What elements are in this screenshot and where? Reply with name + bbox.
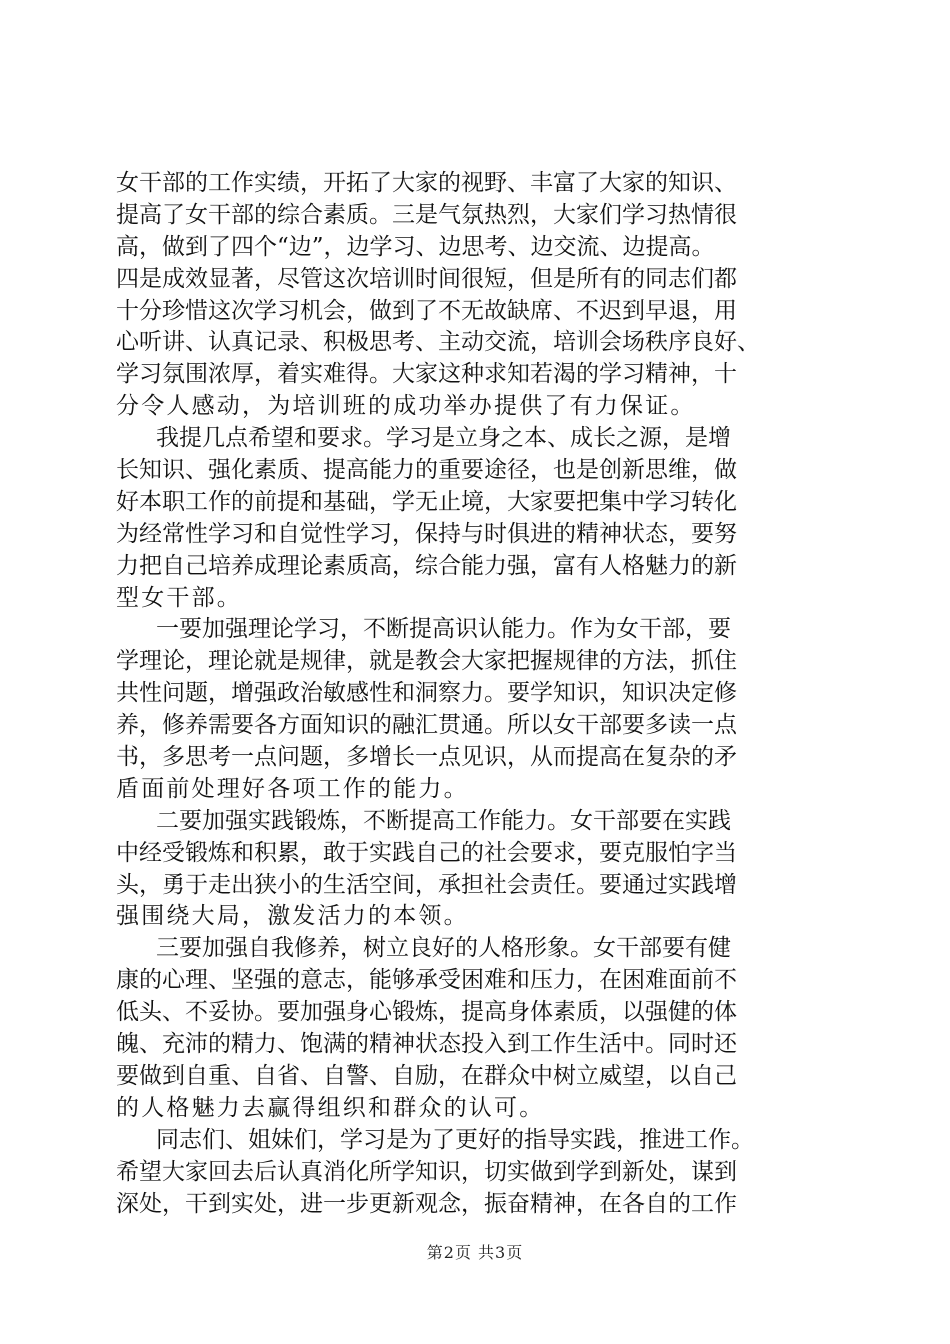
text-line: 一要加强理论学习，不断提高识认能力。作为女干部，要 (156, 616, 731, 643)
text-line: 盾面前处理好各项工作的能力。 (116, 775, 469, 802)
text-line: 力把自己培养成理论素质高，综合能力强，富有人格魅力的新 (116, 552, 737, 579)
text-line: 头，勇于走出狭小的生活空间，承担社会责任。要通过实践增 (116, 871, 737, 898)
text-line: 好本职工作的前提和基础，学无止境，大家要把集中学习转化 (116, 488, 737, 515)
text-line: 提高了女干部的综合素质。三是气氛热烈，大家们学习热情很 (116, 201, 737, 228)
text-line: 为经常性学习和自觉性学习，保持与时俱进的精神状态，要努 (116, 520, 737, 547)
text-line: 要做到自重、自省、自警、自励，在群众中树立威望，以自己 (116, 1062, 737, 1089)
text-line: 深处，干到实处，进一步更新观念，振奋精神，在各自的工作 (116, 1190, 737, 1217)
text-line: 的人格魅力去赢得组织和群众的认可。 (116, 1094, 545, 1121)
text-line: 四是成效显著，尽管这次培训时间很短，但是所有的同志们都 (116, 265, 737, 292)
text-line: 同志们、姐妹们，学习是为了更好的指导实践，推进工作。 (156, 1126, 754, 1153)
text-line: 强围绕大局，激发活力的本领。 (116, 903, 469, 930)
text-line: 养，修养需要各方面知识的融汇贯通。所以女干部要多读一点 (116, 712, 737, 739)
text-line: 魄、充沛的精力、饱满的精神状态投入到工作生活中。同时还 (116, 1031, 737, 1058)
text-line: 型女干部。 (116, 584, 242, 611)
text-line: 分令人感动，为培训班的成功举办提供了有力保证。 (116, 393, 696, 420)
text-line: 心听讲、认真记录、积极思考、主动交流，培训会场秩序良好、 (116, 329, 760, 356)
text-line: 学理论，理论就是规律，就是教会大家把握规律的方法，抓住 (116, 648, 737, 675)
document-body (116, 168, 836, 1220)
text-line: 低头、不妥协。要加强身心锻炼，提高身体素质，以强健的体 (116, 999, 737, 1026)
text-line: 长知识、强化素质、提高能力的重要途径，也是创新思维，做 (116, 457, 737, 484)
text-line: 共性问题，增强政治敏感性和洞察力。要学知识，知识决定修 (116, 680, 737, 707)
text-line: 三要加强自我修养，树立良好的人格形象。女干部要有健 (156, 935, 731, 962)
text-line: 二要加强实践锻炼，不断提高工作能力。女干部要在实践 (156, 807, 731, 834)
text-line: 学习氛围浓厚，着实难得。大家这种求知若渴的学习精神，十 (116, 361, 737, 388)
text-line: 我提几点希望和要求。学习是立身之本、成长之源，是增 (156, 425, 731, 452)
text-line: 高，做到了四个“边”，边学习、边思考、边交流、边提高。 (116, 233, 715, 260)
text-line: 康的心理、坚强的意志，能够承受困难和压力，在困难面前不 (116, 967, 737, 994)
text-line: 十分珍惜这次学习机会，做到了不无故缺席、不迟到早退，用 (116, 297, 737, 324)
text-line: 中经受锻炼和积累，敢于实践自己的社会要求，要克服怕字当 (116, 839, 737, 866)
page-footer: 第2页 共3页 (426, 1243, 524, 1262)
text-line: 希望大家回去后认真消化所学知识，切实做到学到新处，谋到 (116, 1158, 737, 1185)
text-line: 女干部的工作实绩，开拓了大家的视野、丰富了大家的知识、 (116, 170, 737, 196)
text-line: 书，多思考一点问题，多增长一点见识，从而提高在复杂的矛 (116, 744, 737, 771)
